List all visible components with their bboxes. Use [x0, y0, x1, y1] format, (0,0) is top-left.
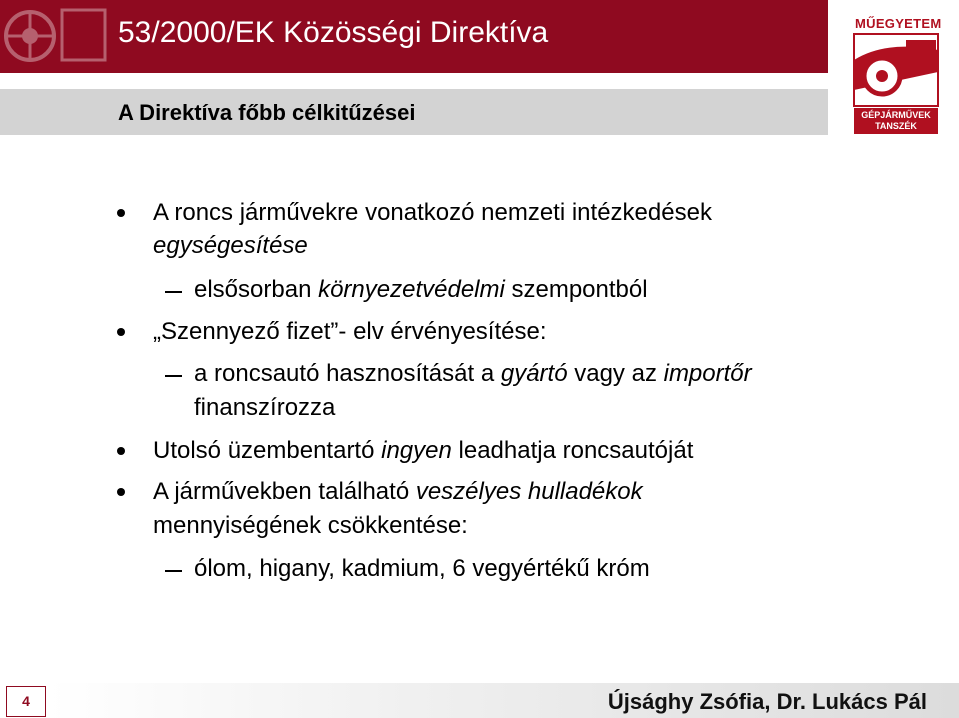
sub-bullet-2-line-2: finanszírozza [194, 394, 336, 421]
title-bar [0, 0, 828, 73]
bullet-3-marker [117, 447, 125, 455]
bullet-2: „Szennyező fizet”- elv érvényesítése: [153, 318, 547, 345]
slide-title: 53/2000/EK Közösségi Direktíva [118, 16, 549, 49]
sub-bullet-2-marker [165, 375, 182, 377]
logo-band [854, 108, 938, 134]
sub-bullet-4: ólom, higany, kadmium, 6 vegyértékű króm [194, 555, 650, 582]
slide-subtitle: A Direktíva főbb célkitűzései [118, 100, 416, 125]
bullet-3: Utolsó üzembentartó ingyen leadhatja roncsautóját [153, 437, 694, 464]
page-number: 4 [6, 686, 46, 717]
bullet-1-line-1: A roncs járművekre vonatkozó nemzeti intézkedések [153, 199, 712, 226]
car-wheel-decoration-icon [0, 0, 110, 73]
footer-authors: Újsághy Zsófia, Dr. Lukács Pál [607, 689, 927, 714]
sub-bullet-4-marker [165, 570, 182, 572]
bullet-1-line-2: egységesítése [153, 232, 308, 259]
bullet-2-marker [117, 328, 125, 336]
sub-bullet-2-line-1: a roncsautó hasznosítását a gyártó vagy az importőr [194, 360, 752, 387]
sub-bullet-1: elsősorban környezetvédelmi szempontból [194, 276, 648, 303]
logo-band-line1: GÉPJÁRMŰVEK [861, 110, 931, 120]
bullet-1-marker [117, 209, 125, 217]
logo-band-line2: TANSZÉK [875, 121, 917, 131]
sub-bullet-1-marker [165, 291, 182, 293]
logo-title: MŰEGYETEM [855, 16, 942, 31]
bullet-4-line-2: mennyiségének csökkentése: [153, 512, 468, 539]
bullet-4-marker [117, 488, 125, 496]
bullet-4-line-1: A járművekben található veszélyes hulladékok [153, 478, 643, 505]
subtitle-bar [0, 89, 828, 135]
